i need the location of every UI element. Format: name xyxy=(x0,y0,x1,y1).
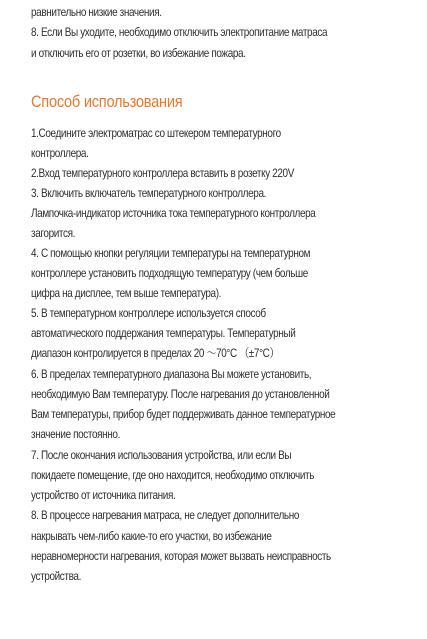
text-line: значение постоянно. xyxy=(31,427,121,441)
text-line: 8. Если Вы уходите, необходимо отключить электропитание матраса xyxy=(31,25,328,39)
text-line: 7. После окончания использования устройства, или если Вы xyxy=(31,448,292,462)
text-line: необходимую Вам температуру. После нагревания до установленной xyxy=(31,387,330,401)
text-line: покидаете помещение, где оно находится, необходимо отключить xyxy=(31,468,315,482)
text-line: 6. В пределах температурного диапазона Вы можете установить, xyxy=(31,367,312,381)
text-line: автоматического поддержания температуры. Температурный xyxy=(31,326,296,340)
text-line: цифра на дисплее, тем выше температура). xyxy=(31,286,222,300)
text-line: 5. В температурном контроллере используется способ xyxy=(31,306,266,320)
text-line: загорится. xyxy=(31,226,76,240)
text-line: Вам температуры, прибор будет поддерживать данное температурное xyxy=(31,407,336,421)
text-line: равнительно низкие значения. xyxy=(31,5,162,19)
text-line: 2.Вход температурного контроллера вставить в розетку 220V xyxy=(31,166,294,180)
text-line: 8. В процессе нагревания матраса, не следует дополнительно xyxy=(31,508,300,522)
text-line: контроллера. xyxy=(31,146,89,160)
text-line: и отключить его от розетки, во избежание пожара. xyxy=(31,46,246,60)
section-heading: Способ использования xyxy=(31,92,183,111)
text-line: накрывать чем-либо какие-то его участки, во избежание xyxy=(31,529,272,543)
text-line: 4. С помощью кнопки регуляции температуры на температурном xyxy=(31,246,311,260)
text-line: контроллере установить подходящую температуру (чем больше xyxy=(31,266,308,280)
text-line: устройства. xyxy=(31,569,81,583)
text-line: устройство от источника питания. xyxy=(31,488,176,502)
text-line: неравномерности нагревания, которая может вызвать неисправность xyxy=(31,549,331,563)
text-line: 3. Включить включатель температурного контроллера. xyxy=(31,186,267,200)
text-line: 1.Соедините электроматрас со штекером температурного xyxy=(31,126,281,140)
text-line: диапазон контролируется в пределах 20 ～70°C （±7°C） xyxy=(31,346,280,360)
text-line: Лампочка-индикатор источника тока температурного контроллера xyxy=(31,206,316,220)
